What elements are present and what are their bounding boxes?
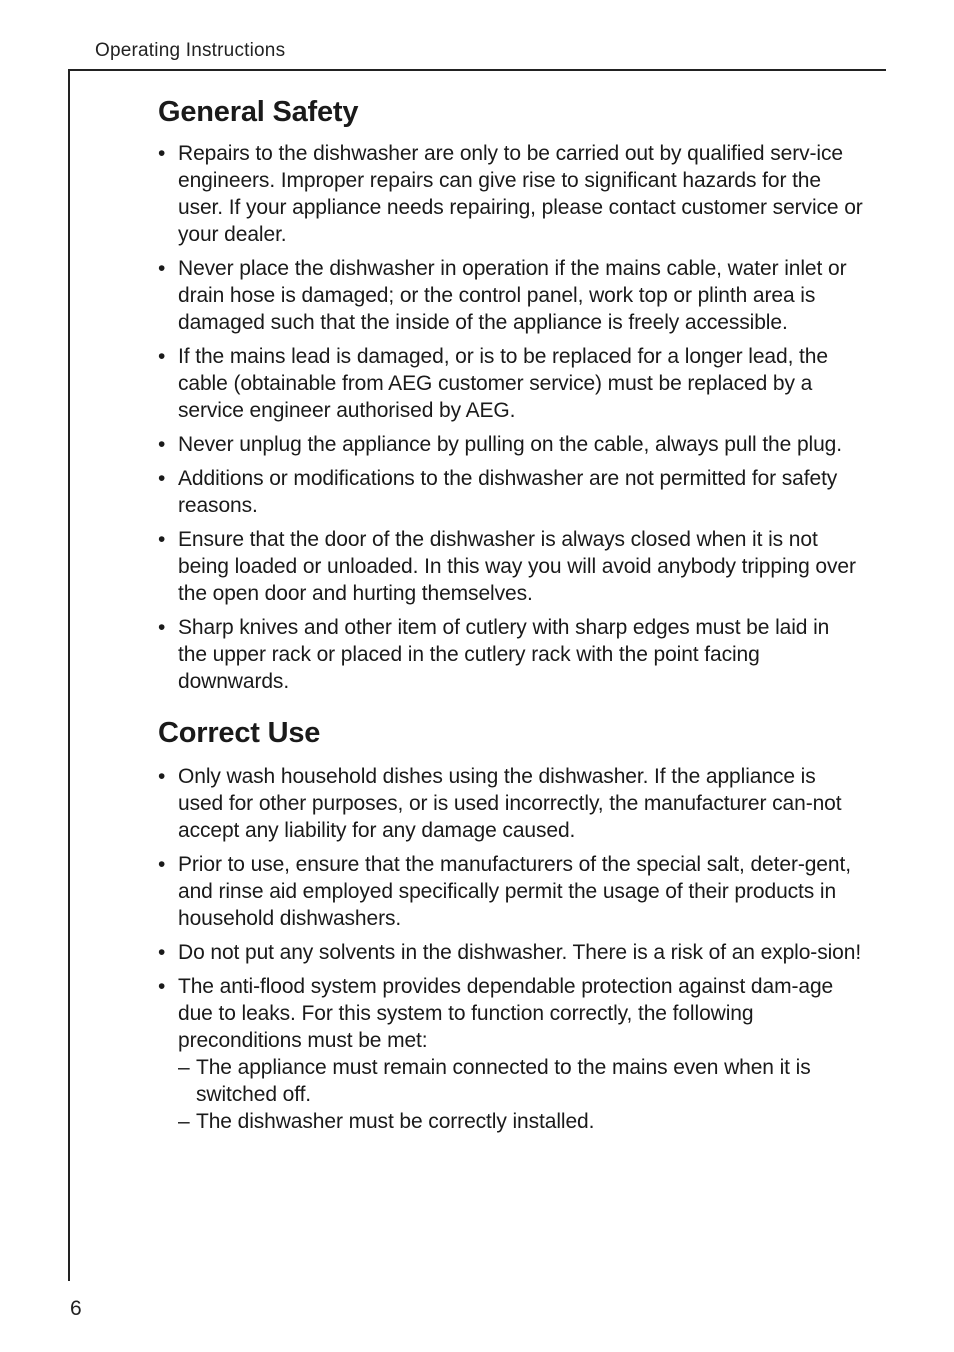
section-heading: Correct Use — [158, 717, 321, 749]
page-number: 6 — [70, 1297, 82, 1320]
safety-list — [158, 140, 863, 695]
section-heading: General Safety — [158, 96, 359, 128]
section-general-safety — [158, 92, 863, 695]
list-item: • Do not put any solvents in the dishwasher. There is a risk of an explo-sion! — [158, 939, 863, 966]
section-correct-use — [158, 713, 863, 1135]
list-item: • Repairs to the dishwasher are only to be carried out by qualified serv-ice engineers. Improper repairs can give rise to significant hazards for the user. If your appliance needs repairing, please contact customer service or your dealer. — [158, 140, 863, 248]
header-rule — [68, 69, 886, 71]
sub-list-item: – The appliance must remain connected to the mains even when it is switched off. — [178, 1054, 863, 1108]
list-item: • If the mains lead is damaged, or is to be replaced for a longer lead, the cable (obtainable from AEG customer service) must be replaced by a service engineer authorised by AEG. — [158, 343, 863, 424]
list-item-text: The anti-flood system provides dependable protection against dam-age due to leaks. For this system to function correctly, the following preconditions must be met: — [178, 975, 834, 1052]
list-item: • Additions or modifications to the dishwasher are not permitted for safety reasons. — [158, 465, 863, 519]
use-list — [158, 763, 863, 1135]
page-content — [158, 92, 863, 1142]
margin-rule — [68, 69, 70, 1281]
list-item-with-subitems — [158, 973, 863, 1135]
running-header: Operating Instructions — [95, 40, 286, 61]
list-item: • Never place the dishwasher in operation if the mains cable, water inlet or drain hose is damaged; or the control panel, work top or plinth area is damaged such that the inside of the appliance is freely accessible. — [158, 255, 863, 336]
list-item: • Never unplug the appliance by pulling on the cable, always pull the plug. — [158, 431, 863, 458]
list-item: • Sharp knives and other item of cutlery with sharp edges must be laid in the upper rack or placed in the cutlery rack with the point facing downwards. — [158, 614, 863, 695]
list-item: • Prior to use, ensure that the manufacturers of the special salt, deter-gent, and rinse aid employed specifically permit the usage of their products in household dishwashers. — [158, 851, 863, 932]
sub-list — [178, 1054, 863, 1135]
sub-list-item: – The dishwasher must be correctly installed. — [178, 1108, 863, 1135]
list-item: • Only wash household dishes using the dishwasher. If the appliance is used for other purposes, or is used incorrectly, the manufacturer can-not accept any liability for any damage caused. — [158, 763, 863, 844]
list-item: • Ensure that the door of the dishwasher is always closed when it is not being loaded or unloaded. In this way you will avoid anybody tripping over the open door and hurting themselves. — [158, 526, 863, 607]
